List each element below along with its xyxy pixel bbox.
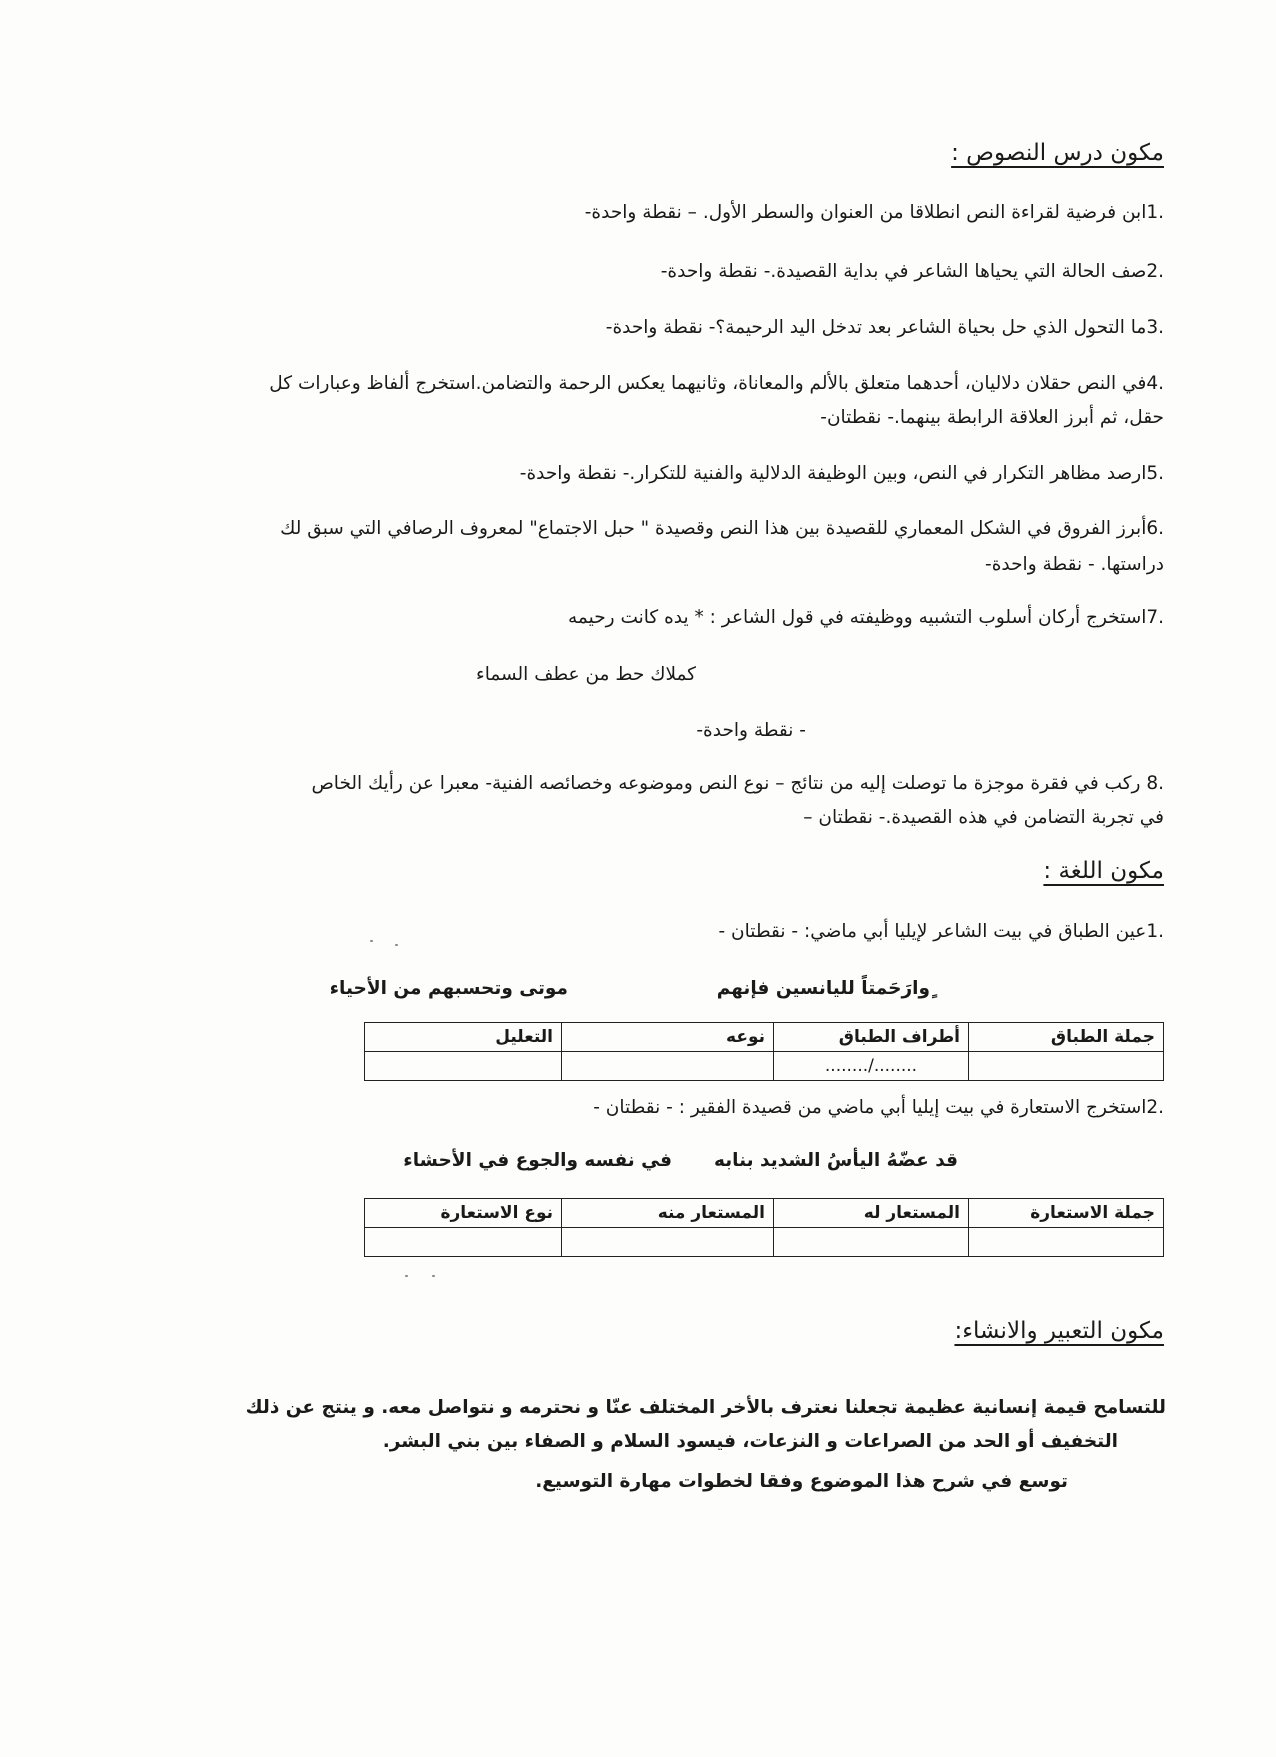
question-number: 6. — [1146, 518, 1164, 539]
table-header-row — [365, 1199, 1164, 1228]
question-text: استخرج أركان أسلوب التشبيه ووظيفته في قول الشاعر : * يده كانت رحيمه — [568, 607, 1147, 628]
question-text-line1: أبرز الفروق في الشكل المعماري للقصيدة بين هذا النص وقصيدة " حبل الاجتماع" لمعروف الرصافي التي سبق لك — [280, 518, 1147, 539]
question-text: ابن فرضية لقراءة النص انطلاقا من العنوان والسطر الأول. – نقطة واحدة- — [584, 202, 1147, 223]
language-question-1 — [718, 917, 1164, 947]
table-header: أطراف الطباق — [774, 1023, 969, 1052]
table-header: جملة الاستعارة — [969, 1199, 1164, 1228]
question-text-line1: ركب في فقرة موجزة ما توصلت إليه من نتائج – نوع النص وموضوعه وخصائصه الفنية- معبرا عن رأيك الخاص — [311, 773, 1147, 794]
question-number: 4. — [1146, 373, 1164, 394]
table-header-row — [365, 1023, 1164, 1052]
question-7-points: - نقطة واحدة- — [696, 720, 806, 741]
question-5 — [520, 459, 1164, 489]
question-4-line2: حقل، ثم أبرز العلاقة الرابطة بينهما.- نقطتان- — [820, 407, 1164, 428]
question-8 — [311, 769, 1164, 799]
table-header: التعليل — [365, 1023, 562, 1052]
verse1-second-hemistich: موتى وتحسبهم من الأحياء — [329, 978, 568, 999]
poem-verse: كملاك حط من عطف السماء — [476, 664, 696, 685]
language-section-title: مكون اللغة : — [1043, 858, 1164, 884]
table-cell[interactable] — [365, 1228, 562, 1257]
question-text: ارصد مظاهر التكرار في النص، وبين الوظيفة الدلالية والفنية للتكرار.- نقطة واحدة- — [519, 463, 1147, 484]
table-header: نوع الاستعارة — [365, 1199, 562, 1228]
verse1-first-hemistich: ٍوارَحَمتاً لليانسين فإنهم — [716, 978, 930, 999]
table-header: جملة الطباق — [969, 1023, 1164, 1052]
question-number: 8. — [1146, 773, 1164, 794]
metaphor-table — [364, 1198, 1164, 1257]
table-cell[interactable] — [969, 1052, 1164, 1081]
expression-section-title: مكون التعبير والانشاء: — [954, 1318, 1164, 1344]
question-text: عين الطباق في بيت الشاعر لإيليا أبي ماضي: - نقطتان - — [718, 921, 1147, 942]
topic-line-1: للتسامح قيمة إنسانية عظيمة تجعلنا نعترف بالأخر المختلف عنّا و نحترمه و نتواصل معه. و ينتج عن ذلك — [245, 1397, 1166, 1418]
table-cell[interactable]: ......../........ — [774, 1052, 969, 1081]
question-text: ما التحول الذي حل بحياة الشاعر بعد تدخل اليد الرحيمة؟- نقطة واحدة- — [605, 317, 1147, 338]
topic-line-2: التخفيف أو الحد من الصراعات و النزعات، فيسود السلام و الصفاء بين بني البشر. — [382, 1431, 1118, 1452]
table-cell[interactable] — [969, 1228, 1164, 1257]
question-1 — [585, 198, 1164, 228]
table-cell[interactable] — [774, 1228, 969, 1257]
question-number: 1. — [1146, 202, 1164, 223]
writing-task: توسع في شرح هذا الموضوع وفقا لخطوات مهارة التوسيع. — [535, 1471, 1068, 1492]
question-number: 2. — [1146, 261, 1164, 282]
table-header: المستعار له — [774, 1199, 969, 1228]
table-cell[interactable] — [562, 1052, 774, 1081]
question-number: 7. — [1146, 607, 1164, 628]
question-number: 5. — [1146, 463, 1164, 484]
language-question-2 — [593, 1093, 1164, 1123]
verse2-first-hemistich: قد عضّهُ اليأسُ الشديد بنابه — [713, 1150, 958, 1171]
table-row — [365, 1228, 1164, 1257]
question-6 — [280, 514, 1164, 544]
question-4 — [269, 369, 1164, 399]
texts-section-title: مكون درس النصوص : — [951, 140, 1164, 166]
table-row — [365, 1052, 1164, 1081]
table-cell[interactable] — [562, 1228, 774, 1257]
question-number: 2. — [1146, 1097, 1164, 1118]
table-header: المستعار منه — [562, 1199, 774, 1228]
question-number: 1. — [1146, 921, 1164, 942]
antithesis-table — [364, 1022, 1164, 1081]
question-text: استخرج الاستعارة في بيت إيليا أبي ماضي من قصيدة الفقير : - نقطتان - — [593, 1097, 1147, 1118]
question-2 — [661, 257, 1164, 287]
table-cell[interactable] — [365, 1052, 562, 1081]
question-text-line1: في النص حقلان دلاليان، أحدهما متعلق بالألم والمعاناة، وثانيهما يعكس الرحمة والتضامن.استخرج ألفاظ وعبارات كل — [269, 373, 1147, 394]
question-number: 3. — [1146, 317, 1164, 338]
question-text: صف الحالة التي يحياها الشاعر في بداية القصيدة.- نقطة واحدة- — [660, 261, 1147, 282]
question-7 — [568, 603, 1164, 633]
question-3 — [606, 313, 1164, 343]
verse2-second-hemistich: في نفسه والجوع في الأحشاء — [403, 1150, 672, 1171]
table-header: نوعه — [562, 1023, 774, 1052]
question-6-line2: دراستها. - نقطة واحدة- — [985, 554, 1164, 575]
question-8-line2: في تجربة التضامن في هذه القصيدة.- نقطتان – — [803, 807, 1164, 828]
